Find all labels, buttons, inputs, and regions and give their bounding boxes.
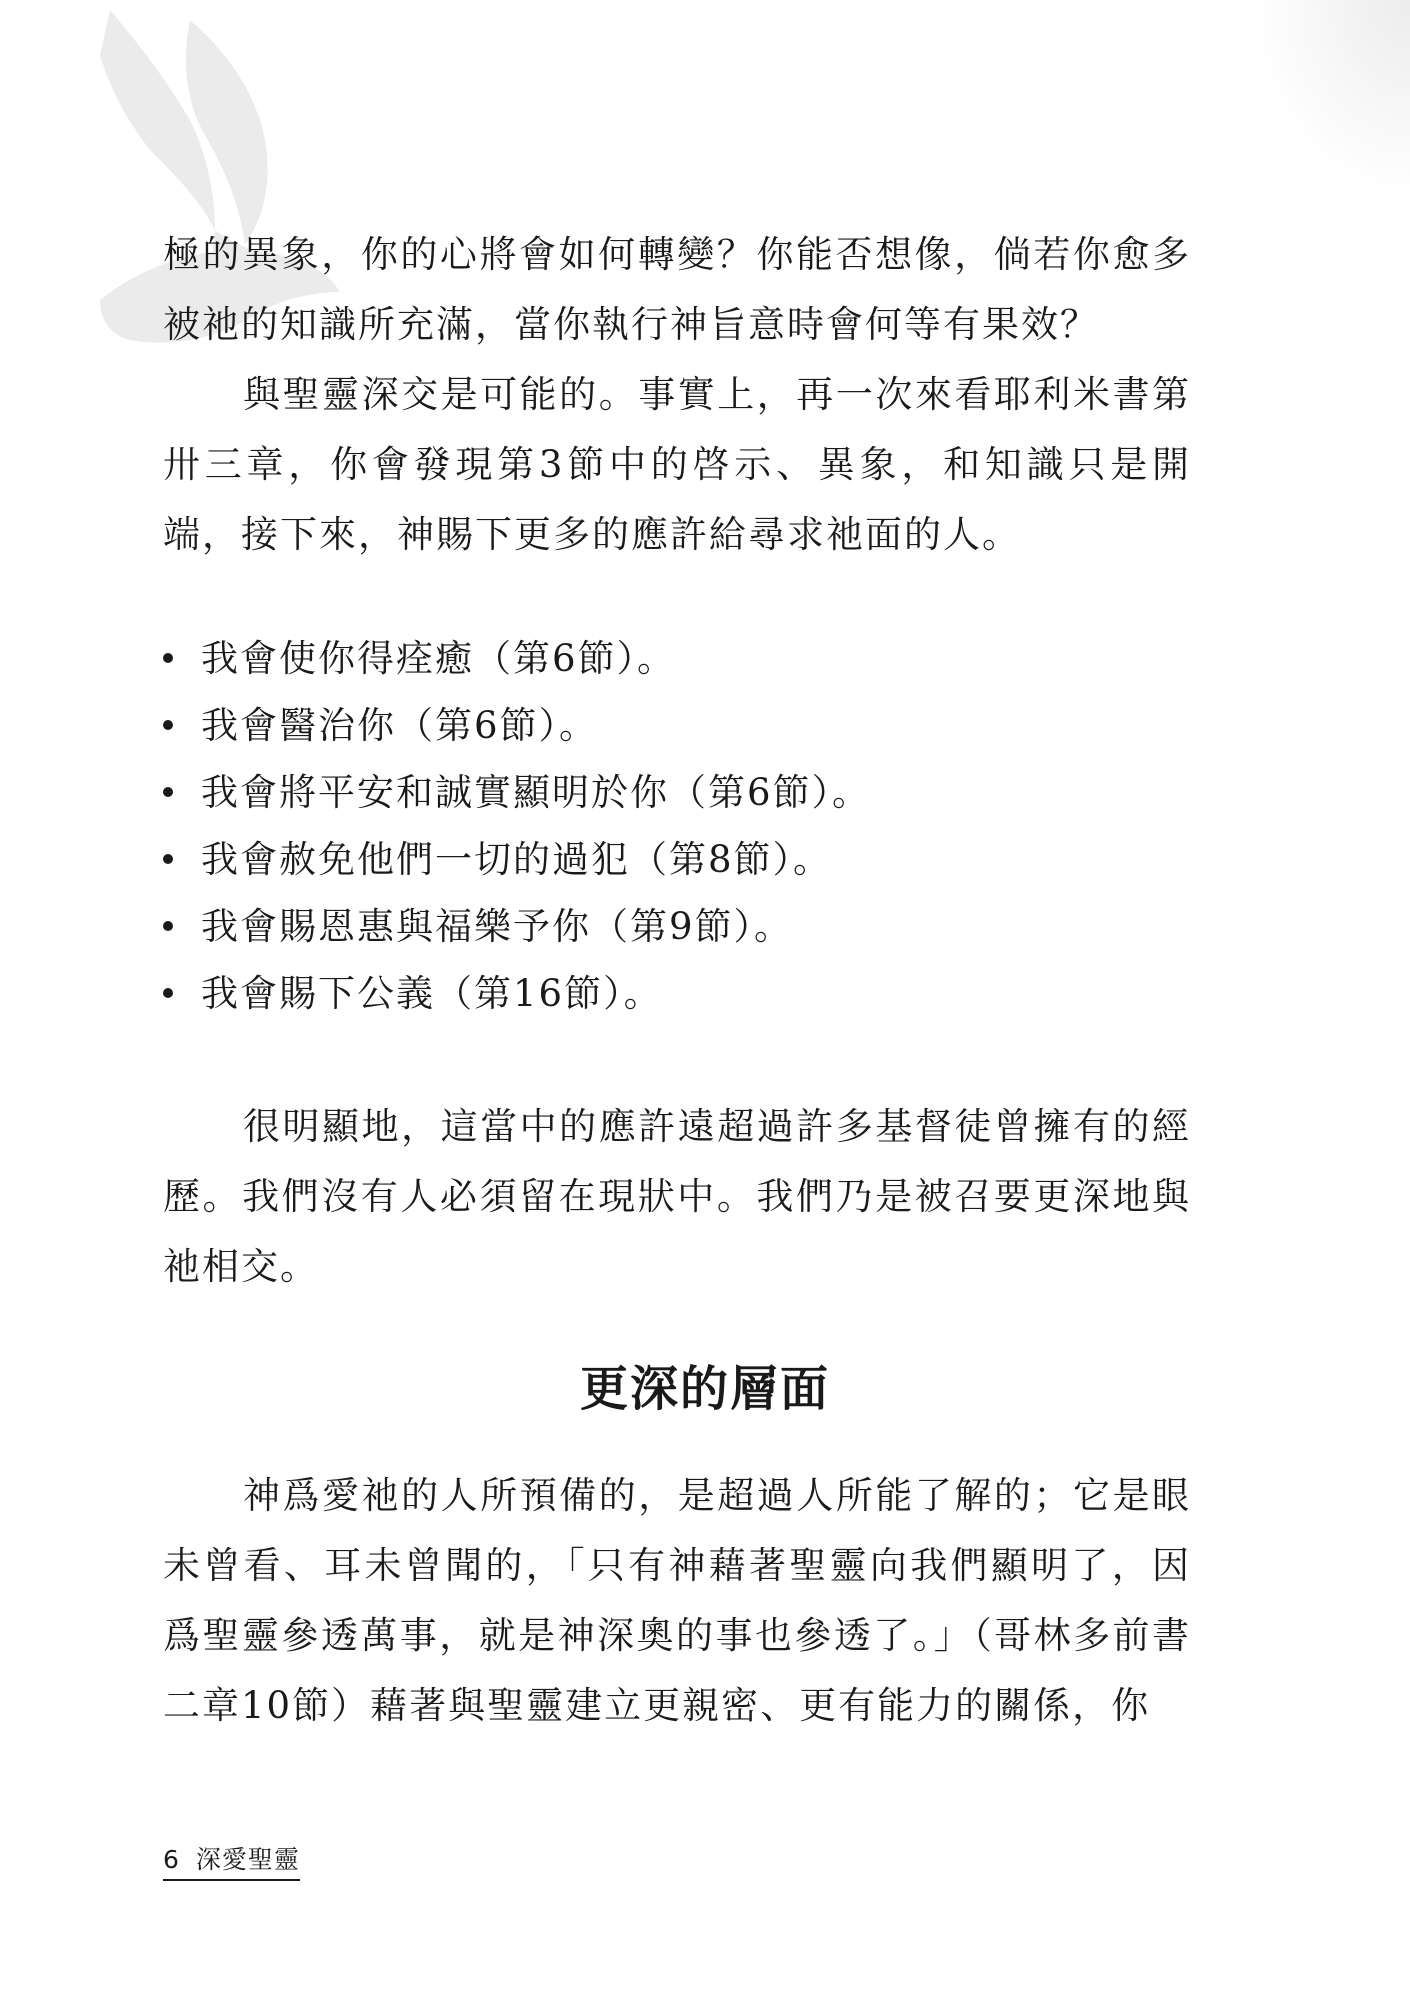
list-item [163, 692, 1191, 759]
corner-shading [1250, 0, 1410, 200]
list-item-text: 我會醫治你（第6節）。 [201, 704, 599, 747]
bullet-icon [163, 720, 173, 730]
promise-list [163, 625, 1191, 1027]
list-item [163, 826, 1191, 893]
middle-text [163, 1092, 1191, 1302]
bullet-icon [163, 653, 173, 663]
bullet-icon [163, 854, 173, 864]
promise-list-block [163, 625, 1191, 1027]
section-heading: 更深的層面 [579, 1361, 830, 1417]
intro-text [163, 220, 1191, 570]
page-number: 6 [163, 1845, 180, 1874]
paragraph-deeper-level: 神爲愛祂的人所預備的，是超過人所能了解的；它是眼未曾看、耳未曾聞的，「只有神藉著聖靈向我們顯明了，因爲聖靈參透萬事，就是神深奧的事也參透了。」（哥林多前書二章10節）藉著與聖靈建立更親密、更有能力的關係，你 [163, 1474, 1191, 1727]
list-item [163, 759, 1191, 826]
paragraph-continuation: 極的異象，你的心將會如何轉變？你能否想像，倘若你愈多被祂的知識所充滿，當你執行神旨意時會何等有果效？ [163, 233, 1191, 346]
book-title: 深愛聖靈 [195, 1845, 300, 1874]
list-item [163, 893, 1191, 960]
list-item-text: 我會赦免他們一切的過犯（第8節）。 [201, 838, 833, 881]
list-item-text: 我會使你得痊癒（第6節）。 [201, 637, 677, 680]
paragraph-deep-fellowship: 與聖靈深交是可能的。事實上，再一次來看耶利米書第卅三章，你會發現第3節中的啓示、異象，和知識只是開端，接下來，神賜下更多的應許給尋求祂面的人。 [163, 373, 1191, 556]
page-footer [163, 1840, 300, 1881]
list-item-text: 我會賜下公義（第16節）。 [201, 972, 663, 1015]
bullet-icon [163, 787, 173, 797]
list-item [163, 960, 1191, 1027]
bullet-icon [163, 988, 173, 998]
list-item-text: 我會將平安和誠實顯明於你（第6節）。 [201, 771, 872, 814]
list-item-text: 我會賜恩惠與福樂予你（第9節）。 [201, 905, 794, 948]
bottom-text [163, 1461, 1191, 1741]
paragraph-promises-summary: 很明顯地，這當中的應許遠超過許多基督徒曾擁有的經歷。我們沒有人必須留在現狀中。我們乃是被召要更深地與祂相交。 [163, 1105, 1191, 1288]
list-item [163, 625, 1191, 692]
bullet-icon [163, 921, 173, 931]
